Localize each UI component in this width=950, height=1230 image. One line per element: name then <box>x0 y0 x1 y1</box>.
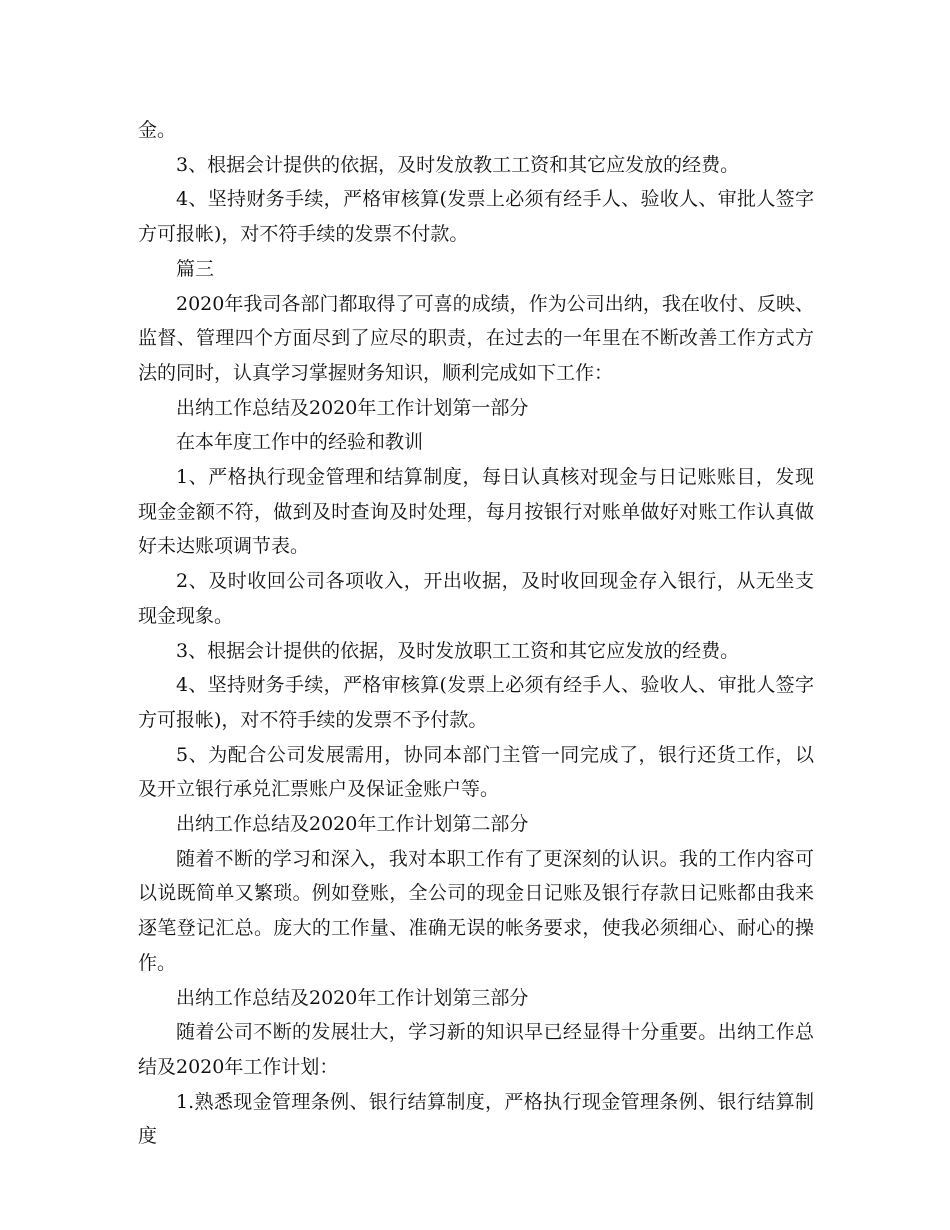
paragraph-3: 4、坚持财务手续，严格审核算(发票上必须有经手人、验收人、审批人签字方可报帐)，对不符手续的发票不付款。 <box>138 188 814 246</box>
section-heading-part-three: 篇三 <box>176 257 215 280</box>
paragraph-1: 金。 <box>138 119 177 141</box>
paragraph-8: 1、严格执行现金管理和结算制度，每日认真核对现金与日记账账目，发现现金金额不符，做到及时查询及时处理，每月按银行对账单做好对账工作认真做好未达账项调节表。 <box>138 466 814 558</box>
subheading-part-two: 出纳工作总结及2020年工作计划第二部分 <box>176 813 529 836</box>
subheading-experience: 在本年度工作中的经验和教训 <box>176 431 424 454</box>
paragraph-12: 5、为配合公司发展需用，协同本部门主管一同完成了，银行还货工作，以及开立银行承兑汇票账户及保证金账户等。 <box>138 743 814 801</box>
paragraph-9: 2、及时收回公司各项收入，开出收据，及时收回现金存入银行，从无坐支现金现象。 <box>138 570 814 627</box>
paragraph-17: 1.熟悉现金管理条例、银行结算制度，严格执行现金管理条例、银行结算制度 <box>138 1090 814 1148</box>
subheading-part-three: 出纳工作总结及2020年工作计划第三部分 <box>176 986 529 1009</box>
paragraph-16: 随着公司不断的发展壮大，学习新的知识早已经显得十分重要。出纳工作总结及2020年工作计划： <box>138 1021 814 1078</box>
paragraph-5: 2020年我司各部门都取得了可喜的成绩，作为公司出纳，我在收付、反映、监督、管理四个方面尽到了应尽的职责，在过去的一年里在不断改善工作方式方法的同时，认真学习掌握财务知识，顺利完成如下工作： <box>138 292 814 384</box>
paragraph-11: 4、坚持财务手续，严格审核算(发票上必须有经手人、验收人、审批人签字方可报帐)，对不符手续的发票不予付款。 <box>138 674 814 731</box>
paragraph-10: 3、根据会计提供的依据，及时发放职工工资和其它应发放的经费。 <box>176 639 740 662</box>
subheading-part-one: 出纳工作总结及2020年工作计划第一部分 <box>176 396 529 419</box>
paragraph-2: 3、根据会计提供的依据，及时发放教工工资和其它应发放的经费。 <box>176 153 740 176</box>
paragraph-14: 随着不断的学习和深入，我对本职工作有了更深刻的认识。我的工作内容可以说既简单又繁琐。例如登账，全公司的现金日记账及银行存款日记账都由我来逐笔登记汇总。庞大的工作量、准确无误的帐务要求，使我必须细心、耐心的操作。 <box>138 847 814 974</box>
document-page <box>138 113 814 1154</box>
